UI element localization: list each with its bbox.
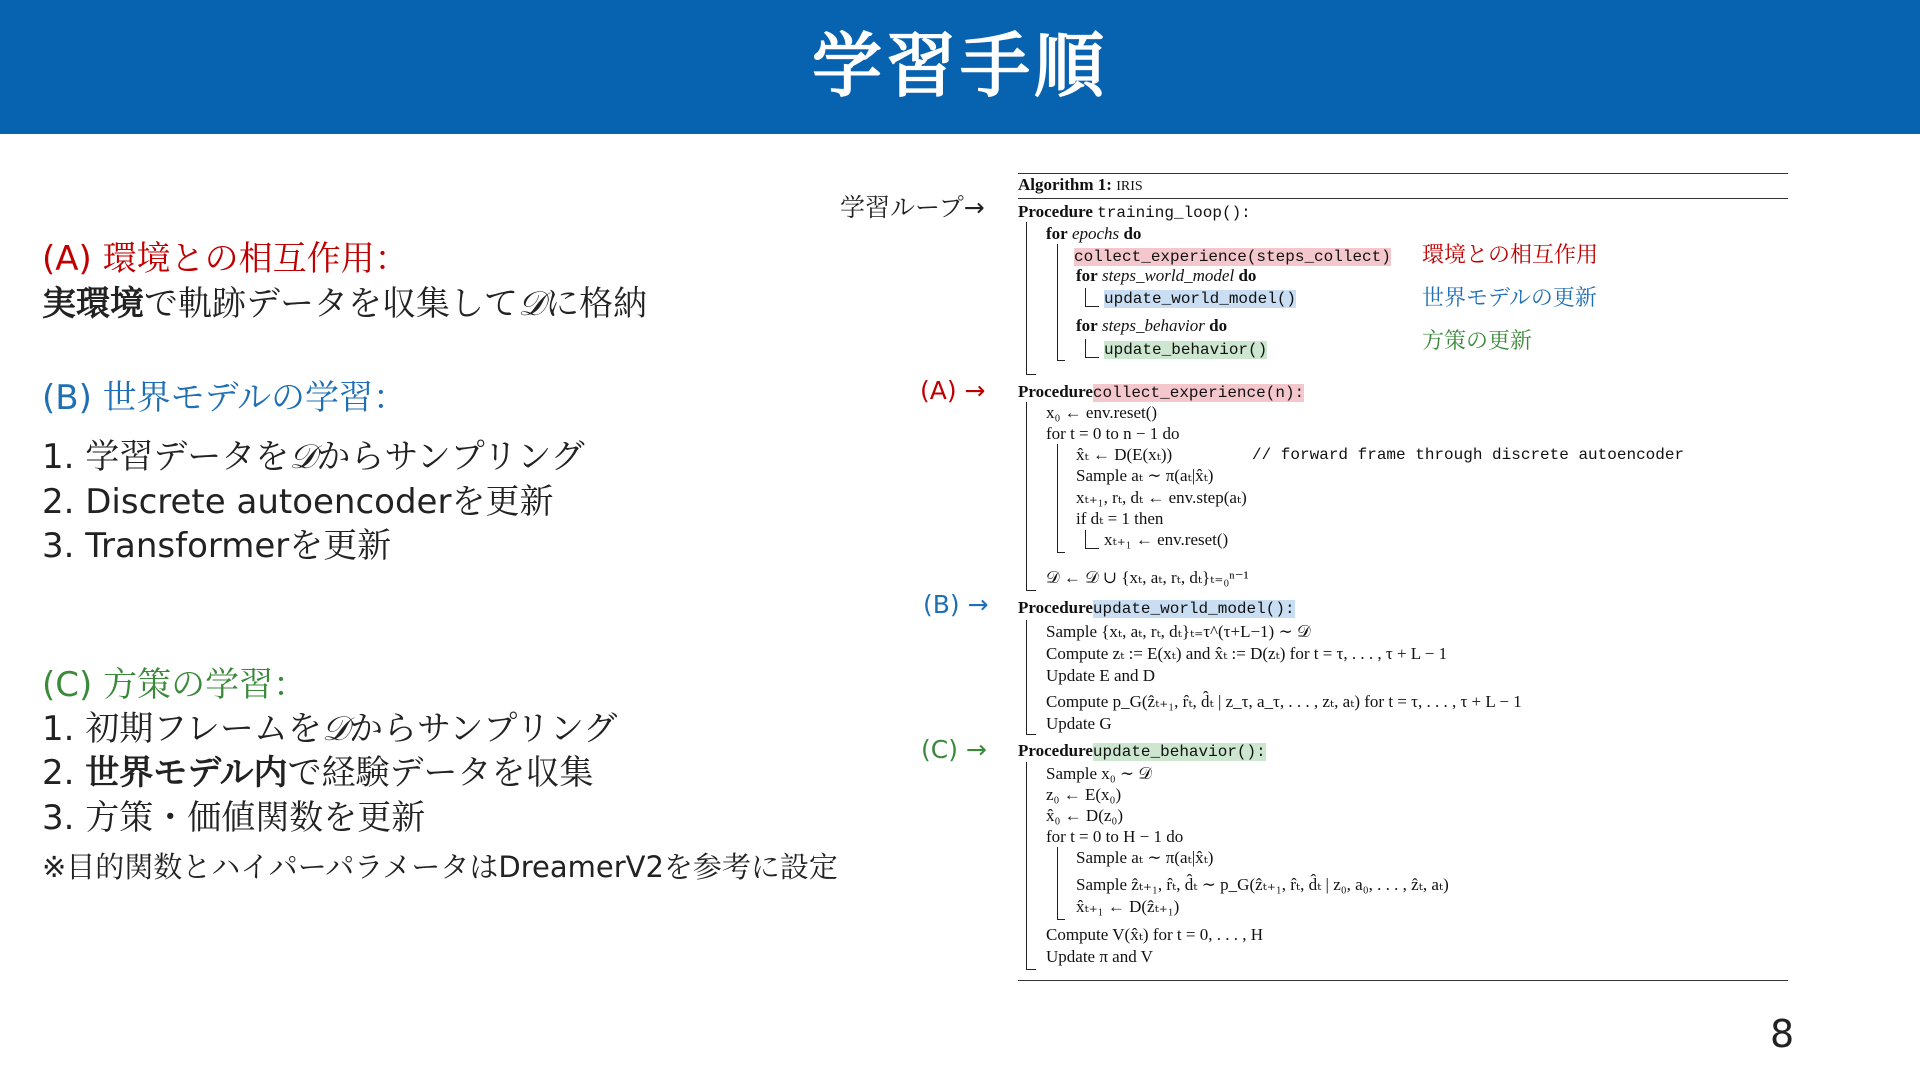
- section-c-item-1: [42, 708, 617, 750]
- indent-foot: [1057, 360, 1065, 361]
- indent-bar: [1057, 244, 1058, 360]
- alg-line: for t = 0 to H − 1 do: [1046, 827, 1184, 846]
- indent-foot: [1085, 357, 1099, 358]
- proc-training-loop: [1018, 202, 1251, 223]
- alg-line: if dₜ = 1 then: [1076, 509, 1164, 528]
- section-c-item-3: 3. 方策・価値関数を更新: [42, 798, 426, 838]
- collect-call-line: [1074, 246, 1391, 267]
- section-a-tail: に格納: [545, 284, 648, 324]
- section-b-item-2: 2. Discrete autoencoderを更新: [42, 482, 554, 522]
- side-label-c: 方策の更新: [1422, 329, 1533, 354]
- for-epochs: [1046, 224, 1141, 244]
- proc-name: collect_experience(n):: [1092, 384, 1305, 402]
- indent-bar: [1085, 288, 1086, 306]
- var: epochs: [1071, 224, 1120, 243]
- alg-line: Update π and V: [1046, 947, 1153, 966]
- indent-bar: [1026, 620, 1027, 734]
- indent-foot: [1085, 548, 1099, 549]
- alg-line: xₜ₊₁, rₜ, dₜ ← env.step(aₜ): [1076, 488, 1247, 507]
- side-label-a: 環境との相互作用: [1422, 243, 1599, 268]
- indent-foot: [1057, 552, 1065, 553]
- training-loop-label: 学習ループ→: [840, 193, 985, 222]
- alg-line: Sample {xₜ, aₜ, rₜ, dₜ}ₜ₌τ^(τ+L−1) ∼ 𝒟: [1046, 622, 1311, 641]
- keyword: for: [1076, 266, 1098, 285]
- section-c-item-2-post: で経験データを収集: [287, 753, 594, 793]
- algorithm-title-bold: Algorithm 1:: [1018, 175, 1112, 194]
- section-a-rest: で軌跡データを収集して: [144, 284, 518, 324]
- alg-line: x̂₀ ← D(z₀): [1046, 806, 1123, 825]
- alg-line: Compute zₜ := E(xₜ) and x̂ₜ := D(zₜ) for t = τ, . . . , τ + L − 1: [1046, 644, 1448, 663]
- dataset-symbol: 𝒟: [321, 709, 350, 749]
- alg-line: Sample aₜ ∼ π(aₜ|x̂ₜ): [1076, 848, 1214, 867]
- section-c-item-1-pre: 1. 初期フレームを: [42, 709, 322, 749]
- section-b-heading: (B) 世界モデルの学習：: [42, 378, 407, 418]
- procedure-keyword: Procedure: [1018, 382, 1093, 401]
- indent-foot: [1026, 590, 1036, 591]
- indent-bar: [1057, 444, 1058, 552]
- rule-bottom: [1018, 980, 1788, 981]
- section-a-text: [42, 283, 647, 325]
- dataset-symbol: 𝒟: [518, 284, 546, 324]
- alg-line: 𝒟 ← 𝒟 ∪ {xₜ, aₜ, rₜ, dₜ}ₜ₌₀ⁿ⁻¹: [1046, 568, 1249, 587]
- indent-bar: [1057, 847, 1058, 919]
- arrow-label-b: (B) →: [923, 590, 989, 619]
- section-c-item-1-post: からサンプリング: [349, 709, 618, 749]
- keyword: for: [1046, 224, 1068, 243]
- var: steps_world_model: [1101, 266, 1235, 285]
- for-sb: [1076, 316, 1227, 336]
- alg-line: z₀ ← E(x₀): [1046, 785, 1122, 804]
- section-b-item-1-pre: 1. 学習データを: [42, 437, 290, 477]
- proc-name: training_loop():: [1097, 204, 1251, 222]
- keyword: do: [1238, 266, 1257, 285]
- indent-bar: [1026, 402, 1027, 590]
- algorithm-title-name: IRIS: [1116, 179, 1143, 194]
- page-title: 学習手順: [812, 25, 1108, 107]
- footnote: ※目的関数とハイパーパラメータはDreamerV2を参考に設定: [42, 850, 838, 884]
- section-a-bold: 実環境: [42, 284, 144, 324]
- alg-line: x̂ₜ ← D(E(xₜ)): [1076, 445, 1173, 464]
- alg-line: Sample ẑₜ₊₁, r̂ₜ, d̂ₜ ∼ p_G(ẑₜ₊₁, r̂ₜ, d̂ₜ | z₀, a₀, . . . , ẑₜ, aₜ): [1076, 875, 1449, 894]
- arrow-label-c: (C) →: [921, 735, 987, 764]
- update-wm-call: update_world_model(): [1104, 290, 1297, 308]
- keyword: for: [1076, 316, 1098, 335]
- procedure-keyword: Procedure: [1018, 741, 1093, 760]
- var: steps_behavior: [1101, 316, 1205, 335]
- keyword: do: [1123, 224, 1142, 243]
- procedure-keyword: Procedure: [1018, 202, 1093, 221]
- alg-line: Sample x₀ ∼ 𝒟: [1046, 764, 1152, 783]
- dataset-symbol: 𝒟: [289, 437, 317, 477]
- section-a-heading: (A) 環境との相互作用：: [42, 239, 409, 279]
- proc-name: update_world_model():: [1092, 600, 1295, 618]
- alg-comment: // forward frame through discrete autoencoder: [1252, 446, 1685, 464]
- for-swm: [1076, 266, 1256, 286]
- section-b-item-3: 3. Transformerを更新: [42, 526, 392, 566]
- proc-beh: [1018, 741, 1266, 762]
- indent-foot: [1026, 734, 1036, 735]
- section-b-item-1-post: からサンプリング: [316, 437, 585, 477]
- alg-line: Compute p_G(ẑₜ₊₁, r̂ₜ, d̂ₜ | z_τ, a_τ, . . . , zₜ, aₜ) for t = τ, . . . , τ + L − 1: [1046, 692, 1522, 711]
- proc-collect: [1018, 382, 1304, 403]
- keyword: do: [1209, 316, 1228, 335]
- section-c-item-2-pre: 2.: [42, 753, 86, 793]
- indent-foot: [1085, 306, 1099, 307]
- indent-foot: [1026, 374, 1036, 375]
- page-number: 8: [1770, 1012, 1795, 1056]
- procedure-keyword: Procedure: [1018, 598, 1093, 617]
- alg-line: x̂ₜ₊₁ ← D(ẑₜ₊₁): [1076, 897, 1180, 916]
- collect-call: collect_experience(steps_collect): [1074, 248, 1391, 266]
- alg-line: xₜ₊₁ ← env.reset(): [1104, 530, 1229, 549]
- side-label-b: 世界モデルの更新: [1422, 286, 1597, 311]
- algorithm-title: [1018, 175, 1143, 197]
- proc-name: update_behavior():: [1092, 743, 1266, 761]
- alg-line: Update E and D: [1046, 666, 1156, 685]
- alg-line: x₀ ← env.reset(): [1046, 403, 1158, 422]
- section-b-item-1: [42, 436, 585, 478]
- section-c-item-2: [42, 752, 594, 794]
- update-beh-call: update_behavior(): [1104, 341, 1268, 359]
- alg-line: Update G: [1046, 714, 1112, 733]
- indent-bar: [1026, 762, 1027, 969]
- indent-bar: [1026, 222, 1027, 374]
- alg-line: Sample aₜ ∼ π(aₜ|x̂ₜ): [1076, 466, 1214, 485]
- proc-wm: [1018, 598, 1295, 619]
- indent-bar: [1085, 530, 1086, 548]
- section-c-item-2-bold: 世界モデル内: [85, 753, 288, 793]
- section-c-heading: (C) 方策の学習：: [42, 665, 308, 705]
- update-beh-line: [1104, 339, 1267, 360]
- indent-bar: [1085, 339, 1086, 357]
- rule-top: [1018, 173, 1788, 174]
- rule-mid: [1018, 198, 1788, 199]
- arrow-label-a: (A) →: [920, 376, 986, 405]
- indent-foot: [1026, 969, 1036, 970]
- update-wm-line: [1104, 288, 1296, 309]
- alg-line: for t = 0 to n − 1 do: [1046, 424, 1180, 443]
- alg-line: Compute V(x̂ₜ) for t = 0, . . . , H: [1046, 925, 1263, 944]
- indent-foot: [1057, 919, 1065, 920]
